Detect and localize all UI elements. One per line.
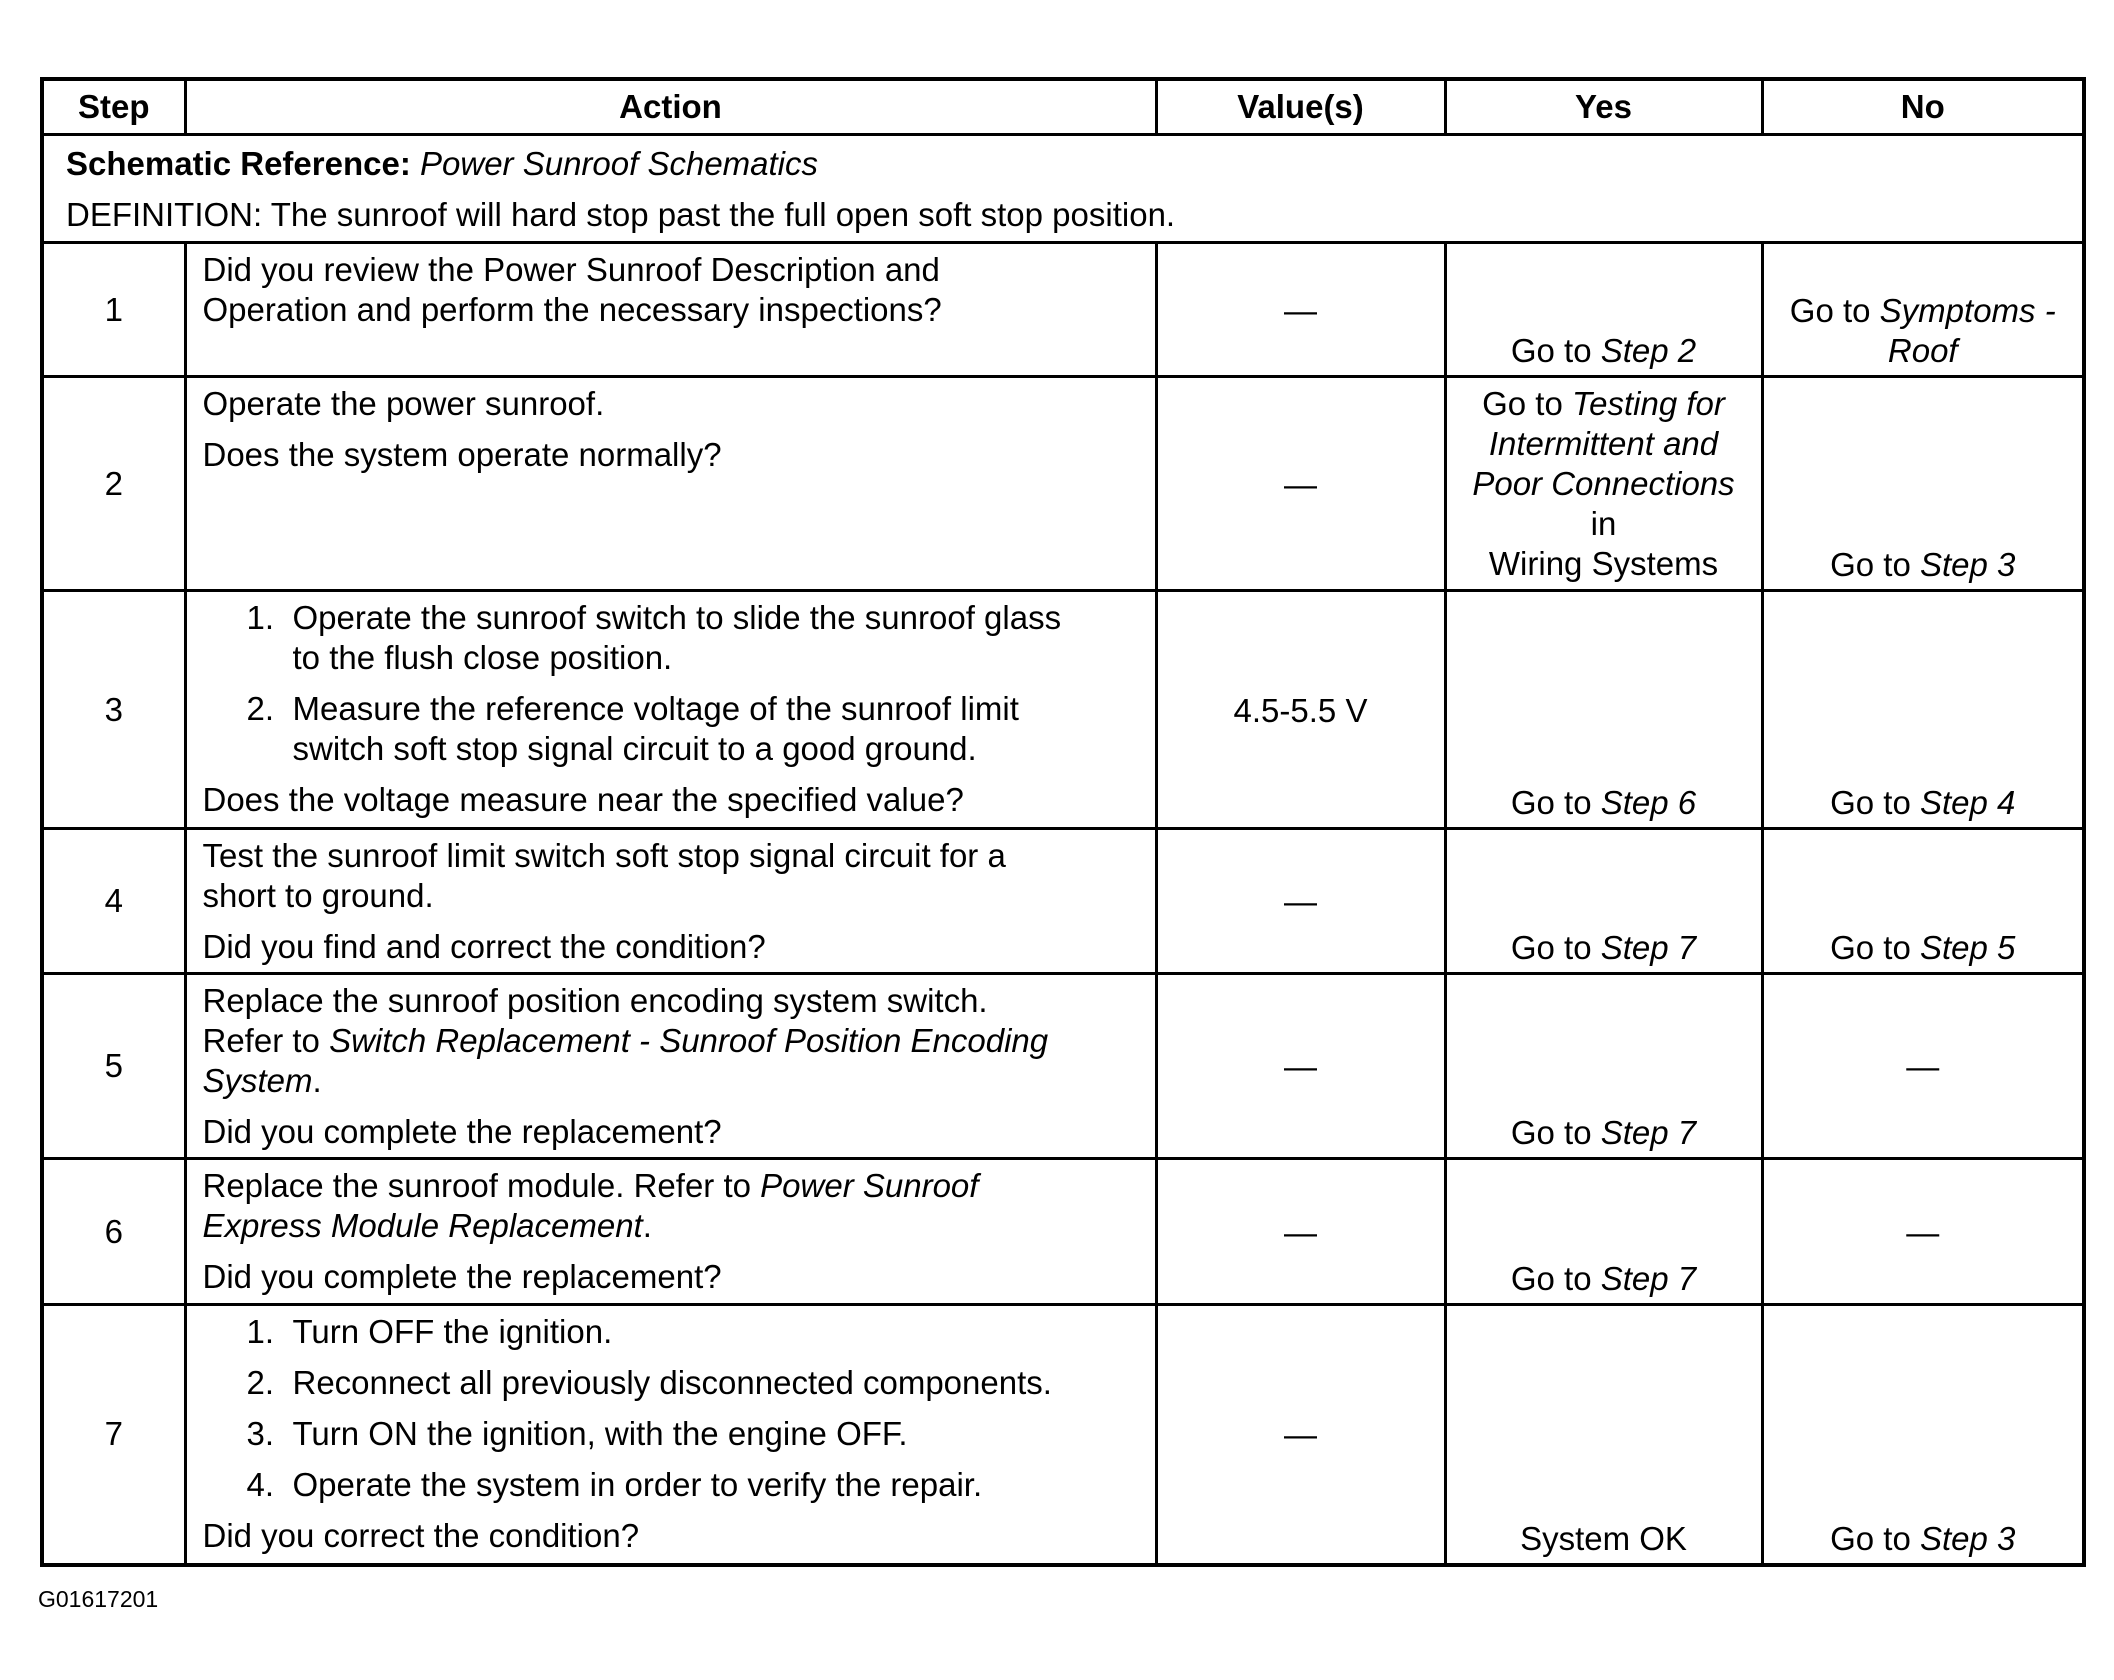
procedure-reference: System bbox=[202, 1062, 313, 1099]
item-text: Measure the reference voltage of the sunroof limit switch soft stop signal circuit to a good ground. bbox=[292, 690, 1019, 767]
item-number: 1. bbox=[246, 1313, 275, 1350]
value-cell: 4.5-5.5 V bbox=[1156, 591, 1445, 829]
step-number: 5 bbox=[42, 974, 185, 1159]
header-row bbox=[42, 79, 2084, 135]
table-row-step-4 bbox=[42, 829, 2084, 974]
no-reference: Step 3 bbox=[1919, 546, 2016, 583]
table-row-step-3 bbox=[42, 591, 2084, 829]
yes-reference: Testing for bbox=[1572, 385, 1725, 422]
numbered-item bbox=[203, 1312, 1139, 1352]
no-cell bbox=[1762, 829, 2084, 974]
action-cell bbox=[185, 974, 1156, 1159]
yes-reference: Poor Connections bbox=[1472, 465, 1735, 502]
go-to-text: Go to bbox=[1789, 292, 1871, 329]
action-text: Refer to Switch Replacement - Sunroof Position Encoding bbox=[202, 1022, 1049, 1059]
go-to-text: Go to bbox=[1830, 929, 1911, 966]
item-number: 2. bbox=[246, 1364, 275, 1401]
action-text: Operation and perform the necessary inspections? bbox=[202, 291, 942, 328]
yes-cell bbox=[1445, 1159, 1762, 1305]
numbered-item bbox=[203, 1414, 1139, 1454]
header-step: Step bbox=[42, 79, 185, 135]
go-to-text: Go to bbox=[1510, 929, 1592, 966]
step-number: 2 bbox=[42, 377, 185, 591]
step-number: 7 bbox=[42, 1305, 185, 1565]
yes-reference: Step 7 bbox=[1600, 929, 1697, 966]
table-row-step-5 bbox=[42, 974, 2084, 1159]
yes-text: Wiring Systems bbox=[1488, 545, 1719, 582]
no-cell: — bbox=[1762, 1159, 2084, 1305]
yes-cell: System OK bbox=[1445, 1305, 1762, 1565]
no-cell bbox=[1762, 377, 2084, 591]
action-text: Replace the sunroof module. Refer to Power Sunroof bbox=[202, 1167, 979, 1204]
definition-text: DEFINITION: The sunroof will hard stop past the full open soft stop position. bbox=[66, 196, 1176, 233]
value-cell: — bbox=[1156, 377, 1445, 591]
yes-cell bbox=[1445, 243, 1762, 377]
step-number: 4 bbox=[42, 829, 185, 974]
schematic-reference bbox=[66, 144, 2060, 184]
procedure-reference: Express Module Replacement bbox=[202, 1207, 643, 1244]
action-text: Test the sunroof limit switch soft stop signal circuit for a bbox=[202, 837, 1006, 874]
yes-text: in bbox=[1590, 505, 1617, 542]
yes-reference: Step 7 bbox=[1600, 1114, 1697, 1151]
schematic-link: Power Sunroof Schematics bbox=[420, 145, 819, 182]
yes-cell bbox=[1445, 974, 1762, 1159]
item-number: 3. bbox=[246, 1415, 275, 1452]
go-to-text: Go to bbox=[1830, 784, 1911, 821]
yes-reference: Step 6 bbox=[1600, 784, 1697, 821]
action-question: Did you complete the replacement? bbox=[202, 1258, 722, 1295]
no-cell bbox=[1762, 591, 2084, 829]
numbered-item bbox=[203, 1363, 1139, 1403]
table-row-step-6 bbox=[42, 1159, 2084, 1305]
go-to-text: Go to bbox=[1830, 546, 1911, 583]
item-text: Operate the system in order to verify the repair. bbox=[292, 1466, 983, 1503]
table-row-step-1 bbox=[42, 243, 2084, 377]
yes-reference: Step 2 bbox=[1600, 332, 1697, 369]
header-values: Value(s) bbox=[1156, 79, 1445, 135]
step-number: 6 bbox=[42, 1159, 185, 1305]
no-reference: Step 5 bbox=[1919, 929, 2016, 966]
action-cell bbox=[185, 377, 1156, 591]
action-cell bbox=[185, 243, 1156, 377]
value-cell: — bbox=[1156, 1159, 1445, 1305]
procedure-reference: Switch Replacement - Sunroof Position Encoding bbox=[329, 1022, 1049, 1059]
table-row-step-2 bbox=[42, 377, 2084, 591]
yes-cell bbox=[1445, 829, 1762, 974]
diagnostic-table bbox=[40, 77, 2086, 1567]
procedure-reference: Power Sunroof bbox=[760, 1167, 979, 1204]
schematic-row bbox=[42, 135, 2084, 243]
action-text: Operate the power sunroof. bbox=[202, 385, 605, 422]
go-to-text: Go to bbox=[1510, 784, 1592, 821]
numbered-item bbox=[203, 1465, 1139, 1505]
yes-reference: Intermittent and bbox=[1488, 425, 1719, 462]
value-cell: — bbox=[1156, 243, 1445, 377]
schematic-cell bbox=[42, 135, 2084, 243]
header-yes: Yes bbox=[1445, 79, 1762, 135]
step-number: 1 bbox=[42, 243, 185, 377]
yes-cell bbox=[1445, 591, 1762, 829]
value-cell: — bbox=[1156, 1305, 1445, 1565]
go-to-text: Go to bbox=[1510, 1260, 1592, 1297]
action-text: Did you review the Power Sunroof Description and bbox=[202, 251, 940, 288]
step-number: 3 bbox=[42, 591, 185, 829]
action-text: System. bbox=[202, 1062, 322, 1099]
go-to-text: Go to bbox=[1510, 332, 1592, 369]
value-cell: — bbox=[1156, 974, 1445, 1159]
item-text: Operate the sunroof switch to slide the sunroof glass to the flush close position. bbox=[292, 599, 1062, 676]
action-cell bbox=[185, 1159, 1156, 1305]
item-number: 2. bbox=[246, 690, 275, 727]
yes-reference: Step 7 bbox=[1600, 1260, 1697, 1297]
no-reference: Roof bbox=[1887, 332, 1958, 369]
action-question: Does the voltage measure near the specified value? bbox=[202, 781, 964, 818]
no-cell bbox=[1762, 1305, 2084, 1565]
item-text: Turn OFF the ignition. bbox=[292, 1313, 613, 1350]
no-cell: — bbox=[1762, 974, 2084, 1159]
action-question: Does the system operate normally? bbox=[202, 436, 722, 473]
numbered-item bbox=[203, 689, 1139, 769]
no-reference: Step 3 bbox=[1919, 1519, 2016, 1557]
table-row-step-7 bbox=[42, 1305, 2084, 1565]
go-to-text: Go to bbox=[1482, 385, 1563, 422]
schematic-label: Schematic Reference: bbox=[66, 145, 411, 182]
go-to-text: Go to bbox=[1510, 1114, 1592, 1151]
diagnostic-table-sheet bbox=[40, 77, 2082, 1567]
no-reference: Step 4 bbox=[1919, 784, 2016, 821]
value-cell: — bbox=[1156, 829, 1445, 974]
no-reference: Symptoms - bbox=[1879, 292, 2056, 329]
action-cell bbox=[185, 829, 1156, 974]
header-no: No bbox=[1762, 79, 2084, 135]
action-question: Did you complete the replacement? bbox=[202, 1113, 722, 1150]
figure-id: G01617201 bbox=[38, 1586, 159, 1612]
item-number: 4. bbox=[246, 1466, 275, 1503]
item-number: 1. bbox=[246, 599, 275, 636]
item-text: Turn ON the ignition, with the engine OFF. bbox=[292, 1415, 908, 1452]
no-cell bbox=[1762, 243, 2084, 377]
yes-cell bbox=[1445, 377, 1762, 591]
action-text: short to ground. bbox=[202, 877, 434, 914]
action-question: Did you find and correct the condition? bbox=[202, 928, 766, 965]
go-to-text: Go to bbox=[1830, 1519, 1911, 1557]
header-action: Action bbox=[185, 79, 1156, 135]
item-text: Reconnect all previously disconnected components. bbox=[292, 1364, 1052, 1401]
action-cell bbox=[185, 1305, 1156, 1565]
action-cell bbox=[185, 591, 1156, 829]
numbered-item bbox=[203, 598, 1139, 678]
action-text: Express Module Replacement. bbox=[202, 1207, 652, 1244]
action-text: Replace the sunroof position encoding system switch. bbox=[202, 982, 988, 1019]
action-question: Did you correct the condition? bbox=[202, 1517, 640, 1554]
